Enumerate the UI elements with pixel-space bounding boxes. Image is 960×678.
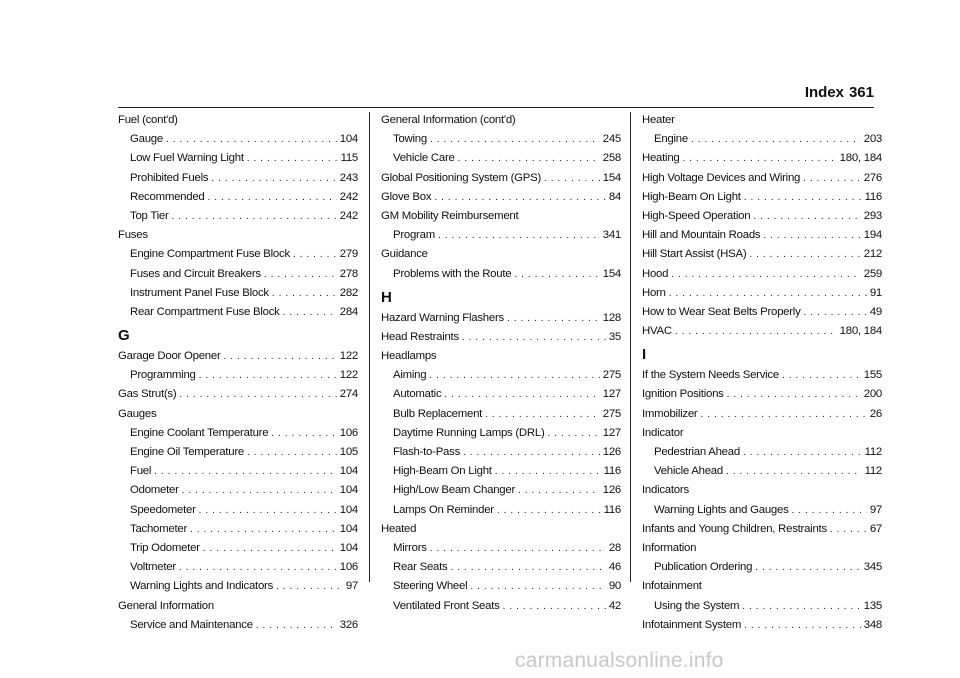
entry-text: Rear Compartment Fuse Block [130,305,280,318]
dot-leader [438,226,600,245]
dot-leader [744,188,862,207]
dot-leader [463,443,600,462]
index-subentry [381,226,621,245]
dot-leader [753,207,860,226]
page-ref[interactable]: 242 [339,190,358,203]
page-ref[interactable]: 348 [863,618,882,631]
dot-leader [755,558,861,577]
page-ref[interactable]: 282 [339,286,358,299]
dot-leader [830,520,867,539]
page-ref[interactable]: 49 [869,305,882,318]
dot-leader [485,405,600,424]
entry-text: Aiming [393,369,427,382]
index-entry [118,226,358,245]
page-ref[interactable]: 279 [339,248,358,261]
dot-leader [434,188,606,207]
entry-text: Publication Ordering [654,561,753,574]
entry-text: Steering Wheel [393,580,468,593]
entry-text: Low Fuel Warning Light [130,152,244,165]
page-ref[interactable]: 104 [339,484,358,497]
index-subentry [381,366,621,385]
page-ref[interactable]: 284 [339,305,358,318]
index-subentry [381,424,621,443]
page-ref[interactable]: 116 [603,465,621,478]
dot-leader [179,558,337,577]
index-entry [642,188,882,207]
entry-text: Ignition Positions [642,388,724,401]
index-subentry [118,130,358,149]
entry-text: Infotainment [642,580,702,593]
index-subentry [381,558,621,577]
dot-leader [514,265,599,284]
index-entry [642,366,882,385]
entry-text: Heating [642,152,680,165]
page-ref[interactable]: 341 [602,229,621,242]
entry-text: Instrument Panel Fuse Block [130,286,269,299]
dot-leader [792,501,867,520]
entry-text: HVAC [642,325,672,338]
page-ref[interactable]: 106 [339,561,358,574]
index-entry [642,539,882,558]
entry-text: Gauge [130,133,163,146]
page-ref[interactable]: 326 [339,618,358,631]
page-ref[interactable]: 122 [339,369,358,382]
index-column-2 [381,111,621,616]
page-ref[interactable]: 259 [863,267,882,280]
dot-leader [208,188,337,207]
page-ref[interactable]: 276 [863,171,882,184]
page-ref[interactable]: 28 [608,541,621,554]
dot-leader [199,501,337,520]
section-letter: I [642,346,646,364]
entry-text: Guidance [381,248,428,261]
page-ref[interactable]: 97 [869,503,882,516]
index-subentry [118,424,358,443]
dot-leader [782,366,861,385]
index-entry [642,149,882,168]
page-ref[interactable]: 154 [602,267,621,280]
index-entry [642,481,882,500]
page-ref[interactable]: 105 [339,446,358,458]
header-rule [118,107,874,108]
column-divider [369,112,370,582]
index-subentry [642,501,882,520]
page-ref[interactable]: 97 [345,580,358,593]
entry-text: High/Low Beam Changer [393,484,516,497]
page-ref[interactable]: 194 [863,229,882,242]
dot-leader [429,366,599,385]
page-ref[interactable]: 104 [339,503,358,516]
entry-text: Gauges [118,407,157,420]
dot-leader [691,130,861,149]
dot-leader [700,405,866,424]
page-ref[interactable]: 245 [602,133,621,146]
page-ref[interactable]: 203 [863,133,882,146]
index-subentry [118,303,358,322]
index-subentry [381,481,621,500]
entry-text: High-Beam On Light [393,465,492,478]
page-ref[interactable]: 127 [602,388,621,401]
index-entry [381,520,621,539]
dot-leader [726,462,862,481]
index-entry [642,169,882,188]
dot-leader [544,169,600,188]
index-column-3 [642,111,882,635]
dot-leader [675,322,837,341]
entry-text: Odometer [130,484,179,497]
index-subentry [642,597,882,616]
dot-leader [671,265,861,284]
dot-leader [256,616,337,635]
index-subentry [118,169,358,188]
entry-text: Gas Strut(s) [118,388,177,401]
index-subentry [381,385,621,404]
index-entry [642,616,882,635]
dot-leader [669,284,867,303]
index-subentry [381,130,621,149]
dot-leader [495,462,601,481]
entry-text: Fuel [130,465,152,478]
index-subentry [118,443,358,462]
index-subentry [642,558,882,577]
entry-text: Garage Door Opener [118,350,221,363]
index-subentry [381,501,621,520]
dot-leader [744,616,861,635]
index-subentry [118,149,358,168]
dot-leader [450,558,605,577]
entry-text: Lamps On Reminder [393,503,494,516]
index-entry [118,597,358,616]
page-ref[interactable]: 275 [602,407,621,420]
entry-text: Voltmeter [130,561,176,574]
page-ref[interactable]: 135 [863,599,882,612]
index-entry [642,284,882,303]
index-entry [118,385,358,404]
dot-leader [804,303,867,322]
dot-leader [548,424,600,443]
page-ref[interactable]: 104 [339,133,358,146]
index-entry [642,265,882,284]
dot-leader [190,520,337,539]
entry-text: Ventilated Front Seats [393,599,500,612]
page-number: 361 [848,84,874,101]
page-ref[interactable]: 46 [608,561,621,574]
index-subentry [118,616,358,635]
page-ref[interactable]: 122 [339,350,358,363]
index-subentry [118,462,358,481]
page-ref[interactable]: 180, 184 [839,325,882,338]
page-ref[interactable]: 42 [608,599,621,612]
page-ref[interactable]: 26 [869,407,882,420]
dot-leader [683,149,837,168]
index-subentry [381,462,621,481]
dot-leader [224,347,337,366]
index-subentry [381,265,621,284]
index-subentry [381,443,621,462]
index-entry [118,111,358,130]
page-ref[interactable]: 293 [863,209,882,222]
entry-text: Global Positioning System (GPS) [381,171,542,184]
section-letter: G [118,327,130,345]
entry-text: Hazard Warning Flashers [381,311,504,324]
entry-text: Heater [642,114,675,126]
index-entry [642,385,882,404]
entry-text: Fuses and Circuit Breakers [130,267,261,280]
dot-leader [497,501,601,520]
dot-leader [470,577,605,596]
page-ref[interactable]: 345 [863,561,882,574]
watermark: carmanualsonline.info [515,649,724,672]
dot-leader [199,366,337,385]
page-ref[interactable]: 243 [339,171,358,184]
dot-leader [458,149,600,168]
entry-text: Automatic [393,388,442,401]
page-ref[interactable]: 112 [864,446,882,458]
entry-text: Warning Lights and Indicators [130,580,274,593]
page-ref[interactable]: 180, 184 [839,152,882,165]
entry-text: Information [642,541,697,554]
page-ref[interactable]: 200 [863,388,882,401]
index-entry [381,111,621,130]
page-ref[interactable]: 104 [339,541,358,554]
entry-text: Hood [642,267,669,280]
entry-text: Flash-to-Pass [393,446,461,458]
dot-leader [293,245,337,264]
entry-text: How to Wear Seat Belts Properly [642,305,801,318]
entry-text: Immobilizer [642,407,698,420]
dot-leader [518,481,600,500]
entry-text: Problems with the Route [393,267,512,280]
page-ref[interactable]: 91 [869,286,882,299]
entry-text: Bulb Replacement [393,407,483,420]
entry-text: Using the System [654,599,740,612]
dot-leader [166,130,337,149]
section-letter: H [381,288,392,306]
dot-leader [271,424,336,443]
page-ref[interactable]: 126 [602,446,621,458]
entry-text: Engine Compartment Fuse Block [130,248,290,261]
index-subentry [118,284,358,303]
index-entry [118,347,358,366]
index-entry [642,424,882,443]
entry-text: Pedestrian Ahead [654,446,740,458]
entry-text: Warning Lights and Gauges [654,503,789,516]
index-entry [642,520,882,539]
page-ref[interactable]: 106 [339,426,358,439]
entry-text: Hill Start Assist (HSA) [642,248,747,261]
page-ref[interactable]: 127 [602,426,621,439]
entry-text: Programming [130,369,196,382]
entry-text: Hill and Mountain Roads [642,229,761,242]
index-entry [642,303,882,322]
index-entry [381,207,621,226]
index-column-1 [118,111,358,635]
index-subentry [642,130,882,149]
page-ref[interactable]: 112 [864,465,882,478]
dot-leader [743,443,862,462]
index-subentry [642,462,882,481]
page-ref[interactable]: 104 [339,465,358,478]
entry-text: Glove Box [381,190,432,203]
entry-text: Trip Odometer [130,541,200,554]
dot-leader [182,481,337,500]
page-ref[interactable]: 104 [339,522,358,535]
page-ref[interactable]: 154 [602,171,621,184]
dot-leader [154,462,337,481]
page-ref[interactable]: 115 [340,152,358,165]
index-subentry [381,539,621,558]
index-entry [381,169,621,188]
index-entry [381,347,621,366]
entry-text: Mirrors [393,541,427,554]
dot-leader [179,385,336,404]
index-entry [381,245,621,264]
dot-leader [749,245,860,264]
dot-leader [264,265,337,284]
dot-leader [211,169,336,188]
index-subentry [118,245,358,264]
index-entry [642,245,882,264]
index-subentry [642,443,882,462]
header-title: Index [804,84,844,101]
dot-leader [247,149,338,168]
index-subentry [118,501,358,520]
entry-text: Rear Seats [393,561,448,574]
entry-text: Tachometer [130,522,188,535]
index-subentry [118,188,358,207]
page-ref[interactable]: 67 [869,522,882,535]
dot-leader [503,597,606,616]
entry-text: Head Restraints [381,330,459,343]
index-entry [642,111,882,130]
entry-text: High-Speed Operation [642,209,751,222]
dot-leader [444,385,599,404]
page-ref[interactable]: 90 [608,580,621,593]
dot-leader [763,226,860,245]
page-ref[interactable]: 116 [603,503,621,516]
dot-leader [276,577,343,596]
entry-text: GM Mobility Reimbursement [381,209,519,222]
entry-text: Engine [654,133,688,146]
entry-text: Top Tier [130,209,169,222]
entry-text: Engine Coolant Temperature [130,426,269,439]
index-entry [381,309,621,328]
page-ref[interactable]: 84 [608,190,621,203]
entry-text: Indicator [642,426,684,439]
page-ref[interactable]: 258 [602,152,621,165]
dot-leader [247,443,337,462]
index-entry [381,188,621,207]
entry-text: Program [393,229,435,242]
dot-leader [272,284,337,303]
entry-text: Engine Oil Temperature [130,446,244,458]
entry-text: Infants and Young Children, Restraints [642,522,827,535]
index-subentry [381,149,621,168]
entry-text: Fuses [118,229,148,242]
page-ref[interactable]: 35 [608,330,621,343]
index-subentry [381,577,621,596]
index-subentry [381,405,621,424]
entry-text: Vehicle Care [393,152,455,165]
entry-text: General Information [118,599,214,612]
page-ref[interactable]: 274 [339,388,358,401]
page-ref[interactable]: 212 [863,248,882,261]
index-entry [642,405,882,424]
dot-leader [507,309,600,328]
page-ref[interactable]: 155 [863,369,882,382]
index-entry [118,405,358,424]
index-subentry [381,597,621,616]
entry-text: Vehicle Ahead [654,465,723,478]
page-ref[interactable]: 128 [602,311,621,324]
entry-text: Towing [393,133,427,146]
page-ref[interactable]: 275 [602,369,621,382]
entry-text: Heated [381,522,417,535]
index-entry [642,207,882,226]
entry-text: Service and Maintenance [130,618,253,631]
index-subentry [118,520,358,539]
entry-text: Fuel (cont'd) [118,114,178,126]
entry-text: Indicators [642,484,689,497]
index-subentry [118,558,358,577]
entry-text: Speedometer [130,503,196,516]
dot-leader [203,539,337,558]
index-subentry [118,366,358,385]
entry-text: General Information (cont'd) [381,114,516,126]
index-entry [642,322,882,341]
dot-leader [803,169,861,188]
index-subentry [118,577,358,596]
page-ref[interactable]: 278 [339,267,358,280]
index-subentry [118,539,358,558]
page-header [0,80,960,106]
index-subentry [118,481,358,500]
dot-leader [727,385,861,404]
entry-text: Prohibited Fuels [130,171,209,184]
dot-leader [283,303,337,322]
entry-text: Infotainment System [642,618,742,631]
index-entry [381,328,621,347]
entry-text: High-Beam On Light [642,190,741,203]
page-ref[interactable]: 116 [864,190,882,203]
dot-leader [742,597,860,616]
index-entry [642,226,882,245]
entry-text: Daytime Running Lamps (DRL) [393,426,545,439]
entry-text: If the System Needs Service [642,369,779,382]
index-subentry [118,265,358,284]
entry-text: Recommended [130,190,205,203]
page-ref[interactable]: 126 [602,484,621,497]
dot-leader [462,328,606,347]
dot-leader [430,539,606,558]
dot-leader [172,207,337,226]
dot-leader [430,130,600,149]
index-subentry [118,207,358,226]
index-entry [642,577,882,596]
entry-text: High Voltage Devices and Wiring [642,171,801,184]
entry-text: Headlamps [381,350,437,363]
entry-text: Horn [642,286,666,299]
column-divider [630,112,631,582]
page-ref[interactable]: 242 [339,209,358,222]
